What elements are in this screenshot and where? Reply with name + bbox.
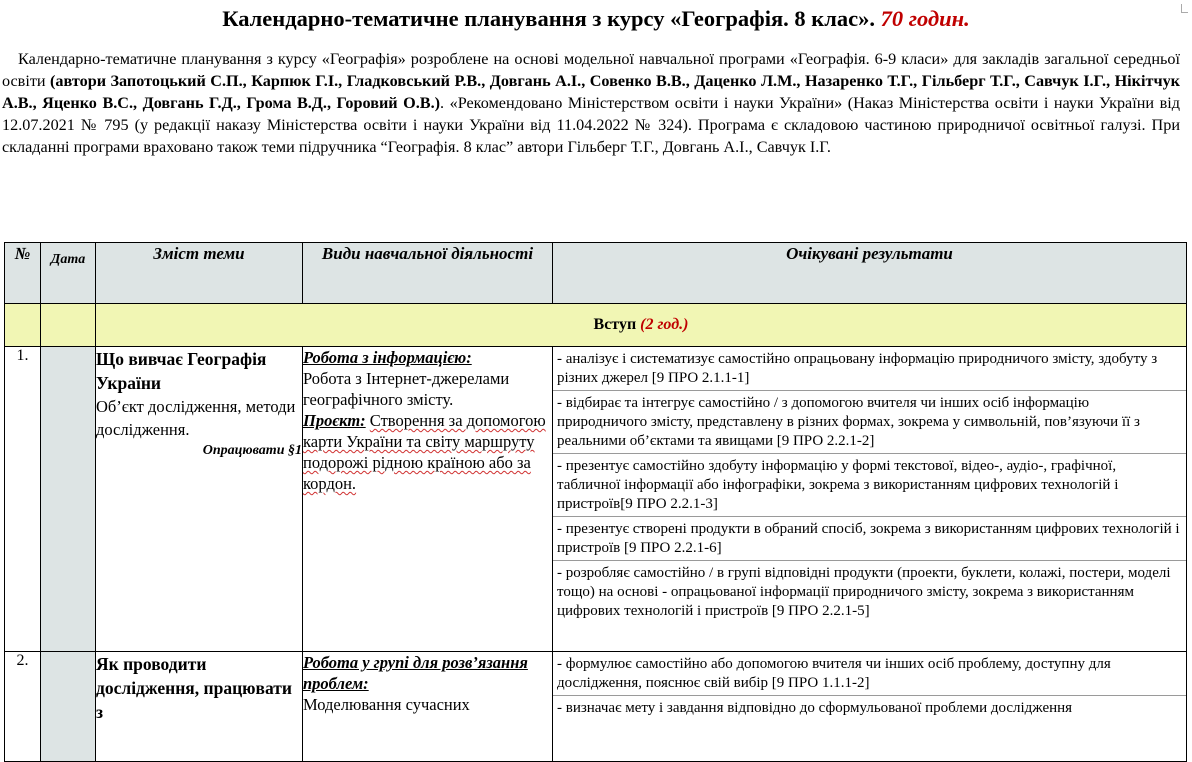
intro-text-1: Календарно-тематичне планування з курсу «Географія» розроблене на основі модельної навчальної програми «Географія. 6-9 класи» для закладів загальної середньої освіти xyxy=(2,50,1180,90)
row-topic xyxy=(96,652,303,762)
table-row xyxy=(5,347,1187,652)
result-item: - презентує створені продукти в обраний спосіб, зокрема з використанням цифрових технологій і пристроїв [9 ПРО 2.2.1-6] xyxy=(553,517,1186,561)
header-date: Дата xyxy=(41,243,96,304)
result-item: - відбирає та інтегрує самостійно / з допомогою вчителя чи інших осіб інформацію природничого змісту, представлену в різних формах, зокрема у символьній, пов’язуючи її з реальними об’єктами та явищами [9 ПРО 2.2.1-2] xyxy=(553,391,1186,454)
title-text: Календарно-тематичне планування з курсу «Географія. 8 клас». xyxy=(222,6,875,31)
row-topic xyxy=(96,347,303,652)
activity-project xyxy=(303,410,552,494)
row-activity xyxy=(303,652,553,762)
page-title xyxy=(0,6,1192,32)
activity-heading: Робота з інформацією: xyxy=(303,348,472,367)
section-num-cell xyxy=(5,304,41,347)
header-activity: Види навчальної діяльності xyxy=(303,243,553,304)
intro-paragraph xyxy=(2,48,1180,158)
topic-title: Що вивчає Географія України xyxy=(96,349,267,393)
row-number: 1. xyxy=(5,347,41,652)
row-results xyxy=(553,347,1187,652)
section-label: Вступ xyxy=(593,316,637,333)
row-date-cell xyxy=(41,652,96,762)
row-date-cell xyxy=(41,347,96,652)
topic-title: Як проводити дослідження, працювати з xyxy=(96,654,292,722)
project-label: Проєкт: xyxy=(303,411,366,430)
result-item: - визначає мету і завдання відповідно до сформульованої проблеми дослідження xyxy=(557,700,1073,716)
project-text: Створення за допомогою карти України та світу маршруту подорожі рідною країною або за кордон. xyxy=(303,411,546,493)
row-number: 2. xyxy=(5,652,41,762)
result-item: - формулює самостійно або допомогою вчителя чи інших осіб проблему, доступну для дослідження, пояснює свій вибір [9 ПРО 1.1.1-2] xyxy=(553,652,1186,696)
section-hours: (2 год.) xyxy=(640,316,689,333)
header-results: Очікувані результати xyxy=(553,243,1187,304)
topic-text: Об’єкт дослідження, методи дослідження. xyxy=(96,397,296,439)
activity-text: Моделювання сучасних xyxy=(303,695,470,714)
activity-heading: Робота у групі для розв’язання проблем: xyxy=(303,653,528,693)
table-header-row xyxy=(5,243,1187,304)
intro-text-2: . «Рекомендовано Міністерством освіти і науки України» (Наказ Міністерства освіти і науки України від 12.07.2021 № 795 (у редакції наказу Міністерства освіти і науки України від 11.04.2022 № 324). Програма є складовою частиною природничої освітньої галузі. При складанні програми враховано також теми підручника “Географія. 8 клас” автори Гільберг Т.Г., Довгань А.І., Савчук І.Г. xyxy=(2,94,1180,156)
result-item: - аналізує і систематизує самостійно опрацьовану інформацію природничого змісту, здобуту з різних джерел [9 ПРО 2.1.1-1] xyxy=(553,347,1186,391)
result-item: - презентує самостійно здобуту інформацію у формі текстової, відео-, аудіо-, графічної, табличної інформації або інфографіки, зокрема з використанням цифрових технологій і пристроїв[9 ПРО 2.2.1-3] xyxy=(553,454,1186,517)
intro-authors: (автори Запотоцький С.П., Карпюк Г.І., Гладковський Р.В., Довгань А.І., Совенко В.В., Даценко Л.М., Назаренко Т.Г., Гільберг Т.Г., Савчук І.Г., Нікітчук А.В., Яценко В.С., Довгань Г.Д., Грома В.Д., Горовий О.В.) xyxy=(2,72,1181,112)
header-num: № xyxy=(5,243,41,304)
result-item: - розробляє самостійно / в групі відповідні продукти (проекти, буклети, колажі, постери, моделі тощо) на основі - опрацьованої інформації природничого змісту, зокрема з використанням цифрових технологій і пристроїв [9 ПРО 2.2.1-5] xyxy=(557,565,1171,619)
section-row xyxy=(5,304,1187,347)
title-hours: 70 годин. xyxy=(880,6,970,31)
row-activity xyxy=(303,347,553,652)
table-row xyxy=(5,652,1187,762)
plan-table xyxy=(4,242,1187,762)
header-topic: Зміст теми xyxy=(96,243,303,304)
section-title xyxy=(96,304,1187,347)
activity-text: Робота з Інтернет-джерелами географічного змісту. xyxy=(303,369,510,409)
section-date-cell xyxy=(41,304,96,347)
topic-note: Опрацювати §1 xyxy=(202,443,302,458)
row-results xyxy=(553,652,1187,762)
